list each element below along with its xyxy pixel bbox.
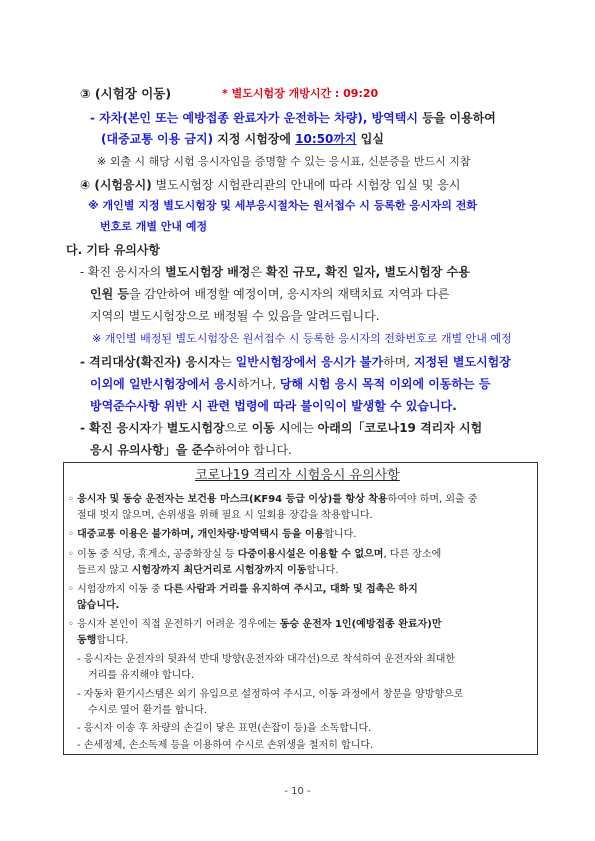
p1-line1 <box>80 263 470 280</box>
box-i3-c: , 다른 장소에 <box>383 549 442 560</box>
notice-text: 별도시험장 개방시간 : 09:20 <box>231 87 379 100</box>
box-sub3: - 응시자 이송 후 차량의 손길이 닿은 표면(손잡이 등)을 소독합니다. <box>77 723 372 734</box>
step3-line1-c: 등을 이용하여 <box>417 111 496 125</box>
p2-line1 <box>80 353 511 370</box>
p2-l1-a: - 격리대상(확진자) 응시자 <box>80 355 221 369</box>
p2-l3-a: 방역준수사항 위반 시 관련 법령에 따라 불이익이 발생할 수 있습니다 <box>90 399 453 413</box>
p2-l1-d: 하며, <box>383 355 414 369</box>
box-item1-line2: 절대 벗지 않으며, 손위생을 위해 필요 시 일회용 장갑을 착용합니다. <box>77 510 373 521</box>
p1-l1-d: 확진 규모, 확진 일자, 별도시험장 수용 <box>265 265 470 279</box>
p2-line2 <box>90 375 490 392</box>
p2-line3 <box>90 397 457 414</box>
p3-l2-b: 하여야 합니다. <box>214 443 292 457</box>
p2-l2-c: 당해 시험 응시 목적 이외에 이동하는 등 <box>279 377 491 391</box>
step3-line1 <box>90 109 496 126</box>
step4-note-line1: ※ 개인별 지정 별도시험장 및 세부응시절차는 원서접수 시 등록한 응시자의 전화 <box>88 199 478 212</box>
p1-l2-b: 을 감안하여 배정할 예정이며, 응시자의 재택치료 지역과 다른 <box>128 287 450 301</box>
p1-l2-a: 인원 등 <box>90 287 129 301</box>
box-item4-line1 <box>68 580 418 595</box>
box-i2-rest: 합니다. <box>324 529 357 540</box>
box-i4-bold: 다른 사람과 거리를 유지하여 주시고, 대화 및 접촉은 하지 <box>163 584 418 595</box>
box-i4-a: ◦ 시험장까지 이동 중 <box>68 584 164 595</box>
box-i5-a: ◦ 응시자 본인이 직접 운전하기 어려운 경우에는 <box>68 619 280 630</box>
p2-l3-b: . <box>452 399 457 413</box>
box-sub4: - 손세정제, 손소독제 등을 이용하여 수시로 손위생을 철저히 합니다. <box>77 740 374 751</box>
p3-l1-c: 별도시험장 <box>166 421 225 435</box>
p1-l1-c: 은 <box>250 265 266 279</box>
box-i3-l2-bold: 시험장까지 최단거리로 시험장까지 이동 <box>131 565 307 576</box>
box-i2-bold: 대중교통 이용은 불가하며, 개인차량·방역택시 등을 이용 <box>77 529 325 540</box>
box-item1-line1 <box>68 490 478 505</box>
step4-label: ④ (시험응시) <box>80 178 152 192</box>
page-number: - 10 - <box>284 786 311 797</box>
p3-l2-a: 응시 유의사항」을 준수 <box>90 443 215 457</box>
p2-l1-c: 일반시험장에서 응시가 불가 <box>235 355 384 369</box>
p3-line2 <box>90 441 292 458</box>
step4-text: 별도시험장 시험관리관의 안내에 따라 시험장 입실 및 응시 <box>151 178 461 192</box>
p3-line1 <box>80 419 482 436</box>
bullet: ◦ <box>68 529 78 540</box>
box-item3-line1 <box>68 545 441 560</box>
p2-l2-a: 이외에 일반시험장에서 응시 <box>90 377 238 391</box>
step3-line2-c: 10:50까지 <box>295 132 357 146</box>
box-sub2-line1: - 자동차 환기시스템은 외기 유입으로 설정하여 주시고, 이동 과정에서 창문을 양방향으로 <box>77 689 464 700</box>
p1-line3: 지역의 별도시험장으로 배정될 수 있음을 알려드립니다. <box>90 309 380 323</box>
p3-l1-b: 가 <box>151 421 167 435</box>
step3-line2-b: 지정 시험장에 <box>217 132 296 146</box>
p2-l1-e: 지정된 별도시험장 <box>413 355 511 369</box>
box-sub2-line2: 수시로 열어 환기를 합니다. <box>88 705 207 716</box>
notice-box-title: 코로나19 격리자 시험응시 유의사항 <box>195 468 400 483</box>
step3-line1-b: 방역택시 <box>371 111 418 125</box>
p3-l1-e: 이동 시 <box>251 421 291 435</box>
venue-open-notice <box>222 85 378 101</box>
p2-l2-b: 하거나, <box>237 377 280 391</box>
p3-l1-a: - 확진 응시자 <box>80 421 152 435</box>
p1-line2 <box>90 285 449 302</box>
p1-note: ※ 개인별 배정된 별도시험장은 원서접수 시 등록한 응시자의 전화번호로 개별 안내 예정 <box>92 332 512 345</box>
box-i5-l2-rest: 합니다. <box>96 635 129 646</box>
p2-l1-b: 는 <box>220 355 236 369</box>
box-i3-bold: 다중이용시설은 이용할 수 없으며 <box>237 549 384 560</box>
box-i3-a: ◦ 이동 중 식당, 휴게소, 공중화장실 등 <box>68 549 238 560</box>
p1-l1-a: - 확진 응시자의 <box>80 265 166 279</box>
step3-label: ③ (시험장 이동) <box>80 86 172 101</box>
box-sub1-line1: - 응시자는 운전자의 뒷좌석 반대 방향(운전자와 대각선)으로 착석하여 운전자와 최대한 <box>77 654 456 665</box>
box-item5-line1 <box>68 615 442 630</box>
step3-line2 <box>101 130 384 147</box>
box-item5-line2 <box>77 631 129 646</box>
p3-l1-d: 으로 <box>224 421 252 435</box>
notice-star: * <box>222 87 228 100</box>
step3-note: ※ 외출 시 해당 시험 응시자임을 증명할 수 있는 응시표, 신분증을 반드시 지참 <box>97 155 471 168</box>
section-heading: 다. 기타 유의사항 <box>66 243 161 257</box>
box-i5-l2-bold: 동행 <box>77 635 97 646</box>
box-i3-l2-c: 합니다. <box>306 565 339 576</box>
step4-line <box>80 176 460 193</box>
step4-note-line2: 번호로 개별 안내 예정 <box>100 220 208 233</box>
box-i1-bold: 응시자 및 동승 운전자는 보건용 마스크(KF94 등급 이상)를 항상 착용 <box>77 494 388 505</box>
box-i5-bold: 동승 운전자 1인(예방접종 완료자)만 <box>279 619 442 630</box>
box-sub1-line2: 거리를 유지해야 합니다. <box>88 670 195 681</box>
box-i3-l2-a: 들르지 않고 <box>77 565 132 576</box>
p3-l1-g: 아래의「코로나19 격리자 시험 <box>317 421 483 435</box>
box-i1-rest: 하여야 하며, 외출 중 <box>387 494 478 505</box>
step3-line2-d: 입실 <box>356 132 384 146</box>
step3-line1-a: - 자차(본인 또는 예방접종 완료자가 운전하는 차량), <box>90 111 372 125</box>
bullet: ◦ <box>68 494 78 505</box>
box-item4-line2: 않습니다. <box>77 600 120 611</box>
box-item2 <box>68 525 356 540</box>
p1-l1-b: 별도시험장 배정 <box>165 265 251 279</box>
p3-l1-f: 에는 <box>290 421 318 435</box>
box-item3-line2 <box>77 561 339 576</box>
step3-line2-a: (대중교통 이용 금지) <box>101 132 218 146</box>
